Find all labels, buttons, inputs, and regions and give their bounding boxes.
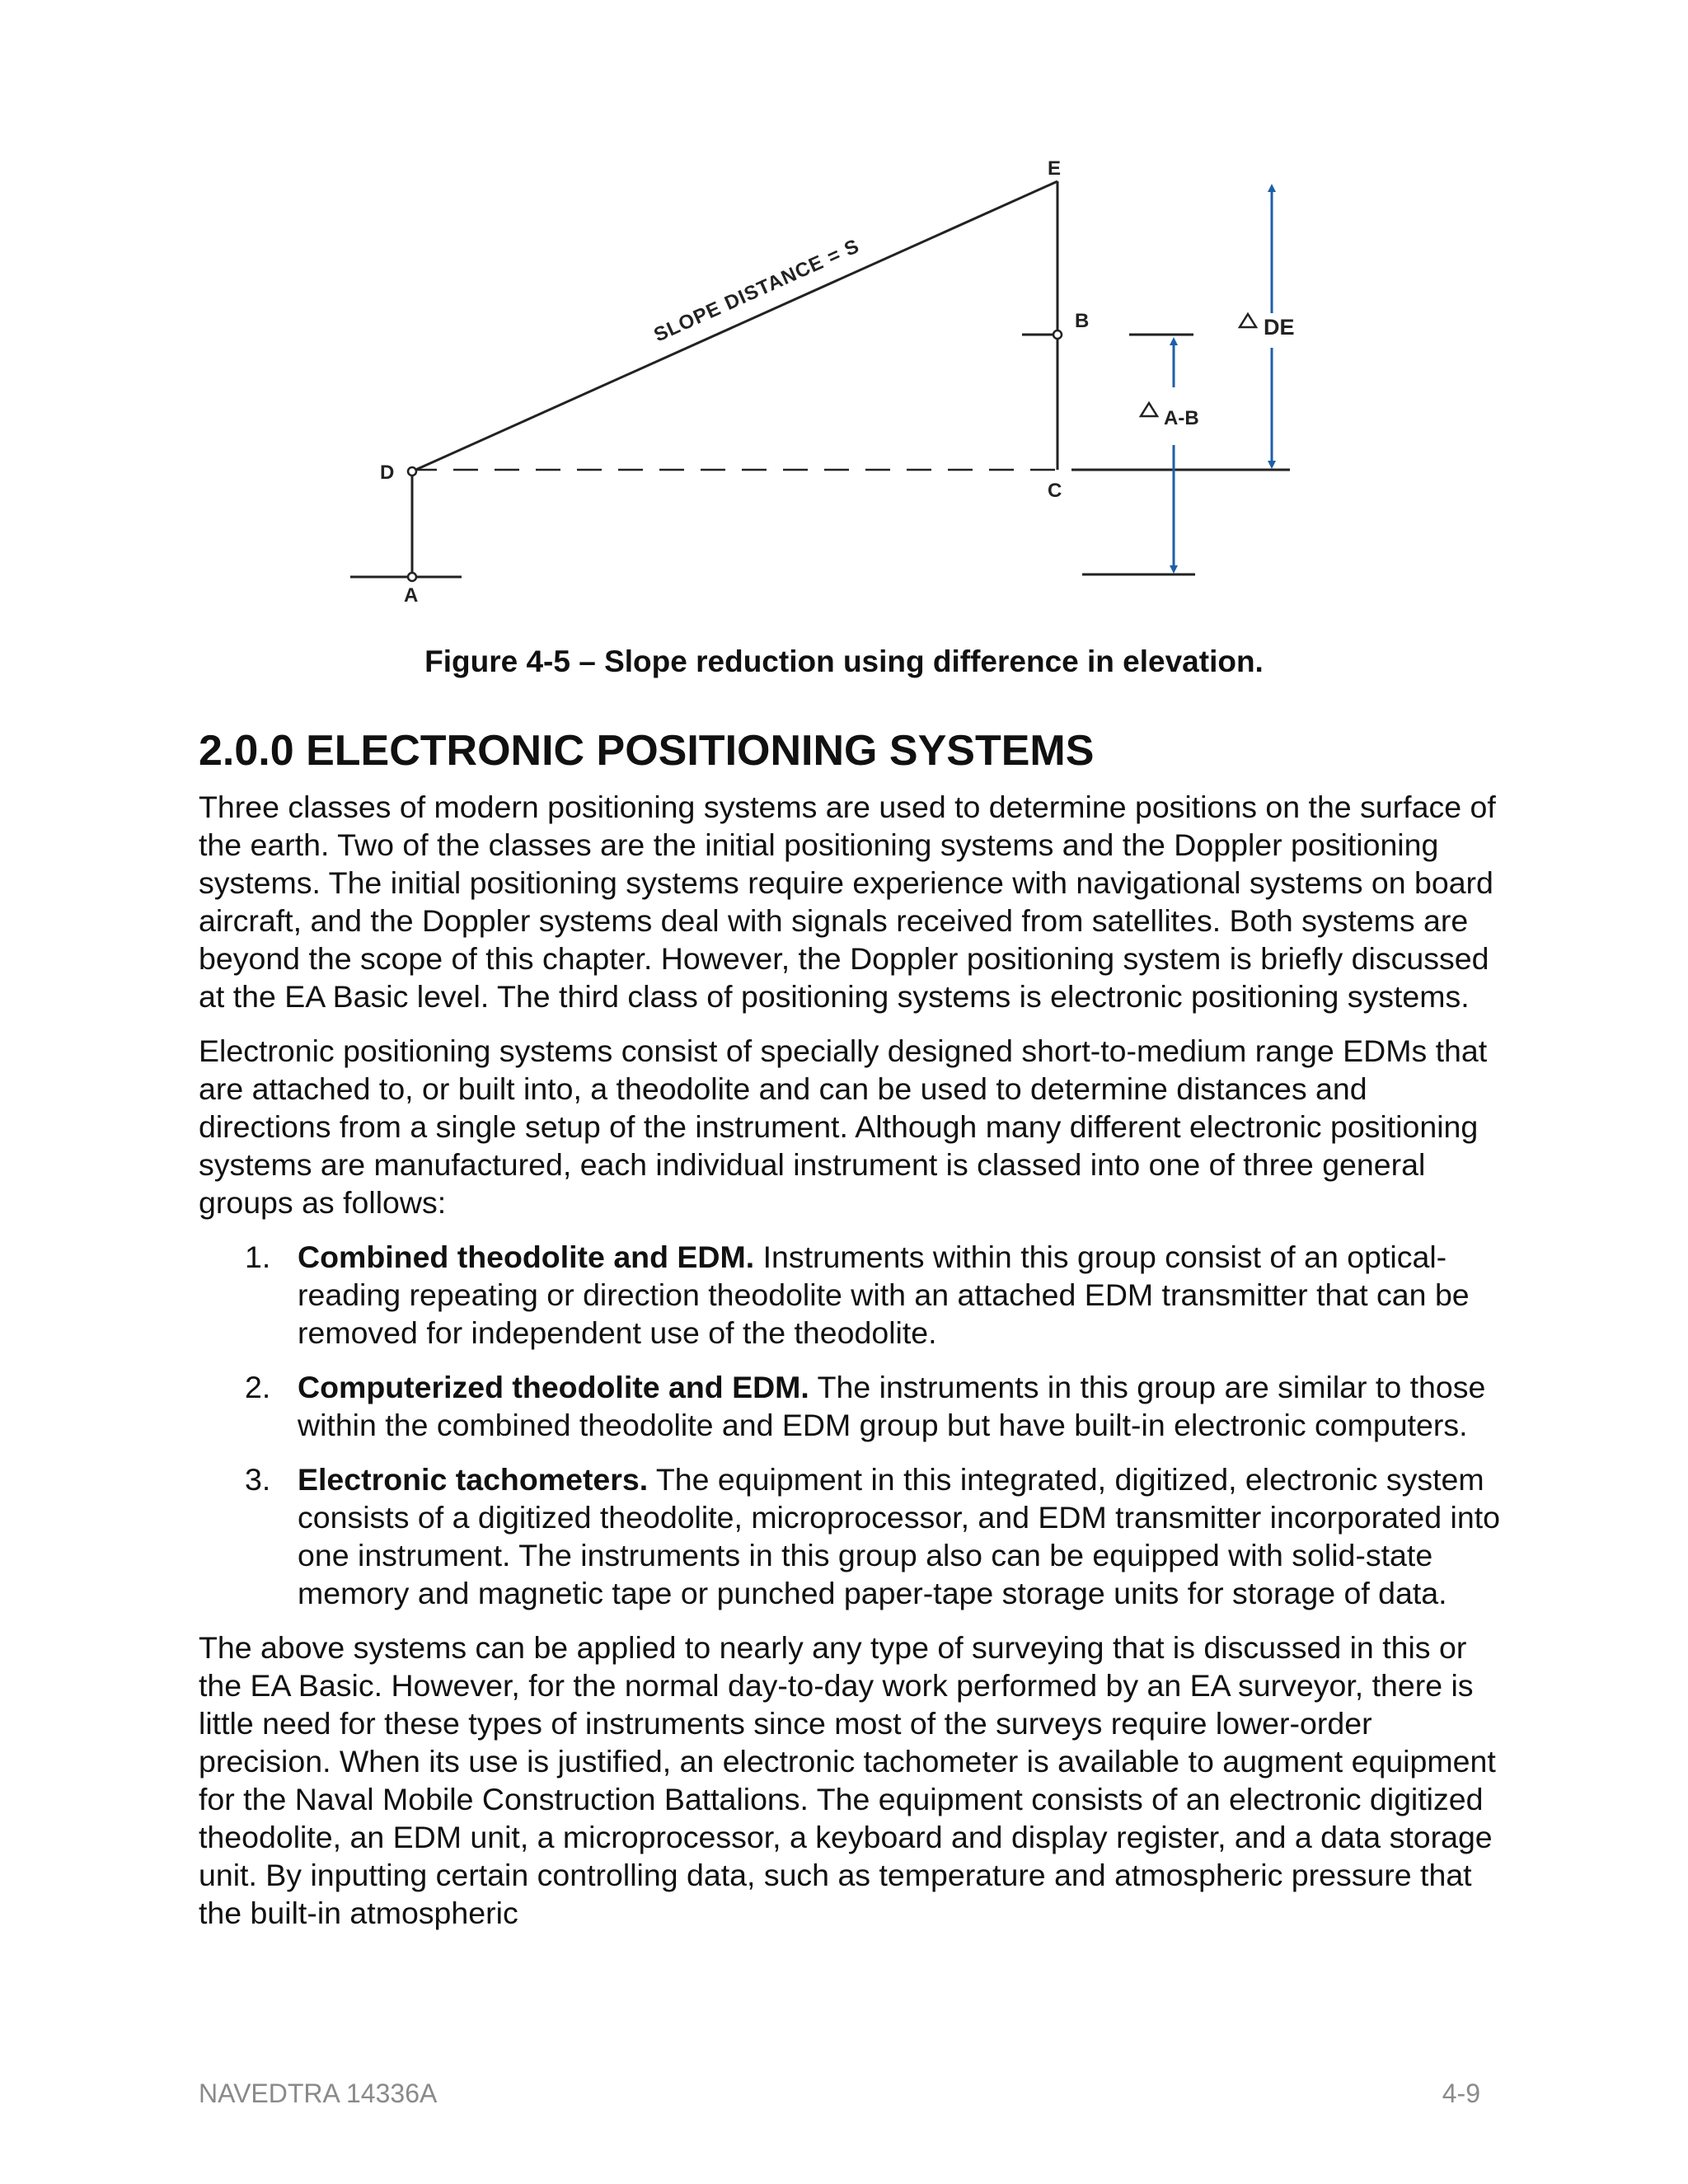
section-content <box>199 724 1501 1948</box>
delta-ab-label: A-B <box>1164 407 1199 429</box>
point-c-label: C <box>1048 480 1062 502</box>
list-item-text: The instruments in this group are similar to those within the combined theodolite and EDM group but have built-in electronic computers. <box>298 1370 1486 1442</box>
paragraph-applications: The above systems can be applied to nearly any type of surveying that is discussed in this or the EA Basic. However, for the normal day-to-day work performed by an EA surveyor, there is little need for these types of instruments since most of the surveys require lower-order precision. When its use is justified, an electronic tachometer is available to augment equipment for the Naval Mobile Construction Battalions. The equipment consists of an electronic digitized theodolite, an EDM unit, a microprocessor, a keyboard and display register, and a data storage unit. By inputting certain controlling data, such as temperature and atmospheric pressure that the built-in atmospheric <box>199 1630 1496 1930</box>
paragraph-groups: Electronic positioning systems consist of specially designed short-to-medium range EDMs that are attached to, or built into, a theodolite and can be used to determine distances and directions from a single setup of the instrument. Although many different electronic positioning systems are manufactured, each individual instrument is classed into one of three general groups as follows: <box>199 1033 1488 1220</box>
point-b-label: B <box>1075 310 1090 332</box>
point-a-marker <box>408 573 416 581</box>
list-item <box>199 1368 1501 1444</box>
list-item-number: 2. <box>245 1370 271 1404</box>
footer-document-id: NAVEDTRA 14336A <box>199 2079 438 2108</box>
point-a-label: A <box>404 584 419 607</box>
list-item <box>199 1238 1501 1352</box>
list-item-text: The equipment in this integrated, digitized, electronic system consists of a digitized theodolite, microprocessor, and EDM transmitter incorporated into one instrument. The instruments in this group also can be equipped with solid-state memory and magnetic tape or punched paper-tape storage units for storage of data. <box>298 1462 1501 1610</box>
figure-caption: Figure 4-5 – Slope reduction using difference in elevation. <box>424 644 1264 678</box>
footer-page-number: 4-9 <box>1442 2079 1480 2108</box>
list-item-title: Combined theodolite and EDM. <box>298 1240 755 1274</box>
slope-line-de <box>412 181 1057 471</box>
list-item <box>199 1460 1501 1612</box>
list-item-number: 3. <box>245 1462 271 1497</box>
slope-distance-label: SLOPE DISTANCE = S <box>650 235 863 347</box>
list-item-title: Computerized theodolite and EDM. <box>298 1370 809 1404</box>
list-item-text: Instruments within this group consist of an optical-reading repeating or direction theodolite with an attached EDM transmitter that can be removed for independent use of the theodolite. <box>298 1240 1470 1350</box>
list-item-number: 1. <box>245 1240 271 1274</box>
delta-de-icon <box>1240 314 1256 327</box>
point-d-label: D <box>380 462 395 484</box>
paragraph-intro: Three classes of modern positioning systems are used to determine positions on the surface of the earth. Two of the classes are the initial positioning systems and the Doppler positioning systems. The initial positioning systems require experience with navigational systems on board aircraft, and the Doppler systems deal with signals received from satellites. Both systems are beyond the scope of this chapter. However, the Doppler positioning system is briefly discussed at the EA Basic level. The third class of positioning systems is electronic positioning systems. <box>199 790 1496 1014</box>
point-b-marker <box>1053 330 1062 339</box>
instrument-group-list <box>199 1238 1501 1612</box>
point-d-marker <box>408 467 416 476</box>
list-item-title: Electronic tachometers. <box>298 1462 649 1497</box>
point-e-label: E <box>1048 157 1062 180</box>
section-heading: 2.0.0 ELECTRONIC POSITIONING SYSTEMS <box>199 727 1095 775</box>
slope-reduction-diagram <box>0 0 1688 643</box>
delta-ab-icon <box>1141 403 1157 416</box>
delta-de-label: DE <box>1264 315 1295 340</box>
